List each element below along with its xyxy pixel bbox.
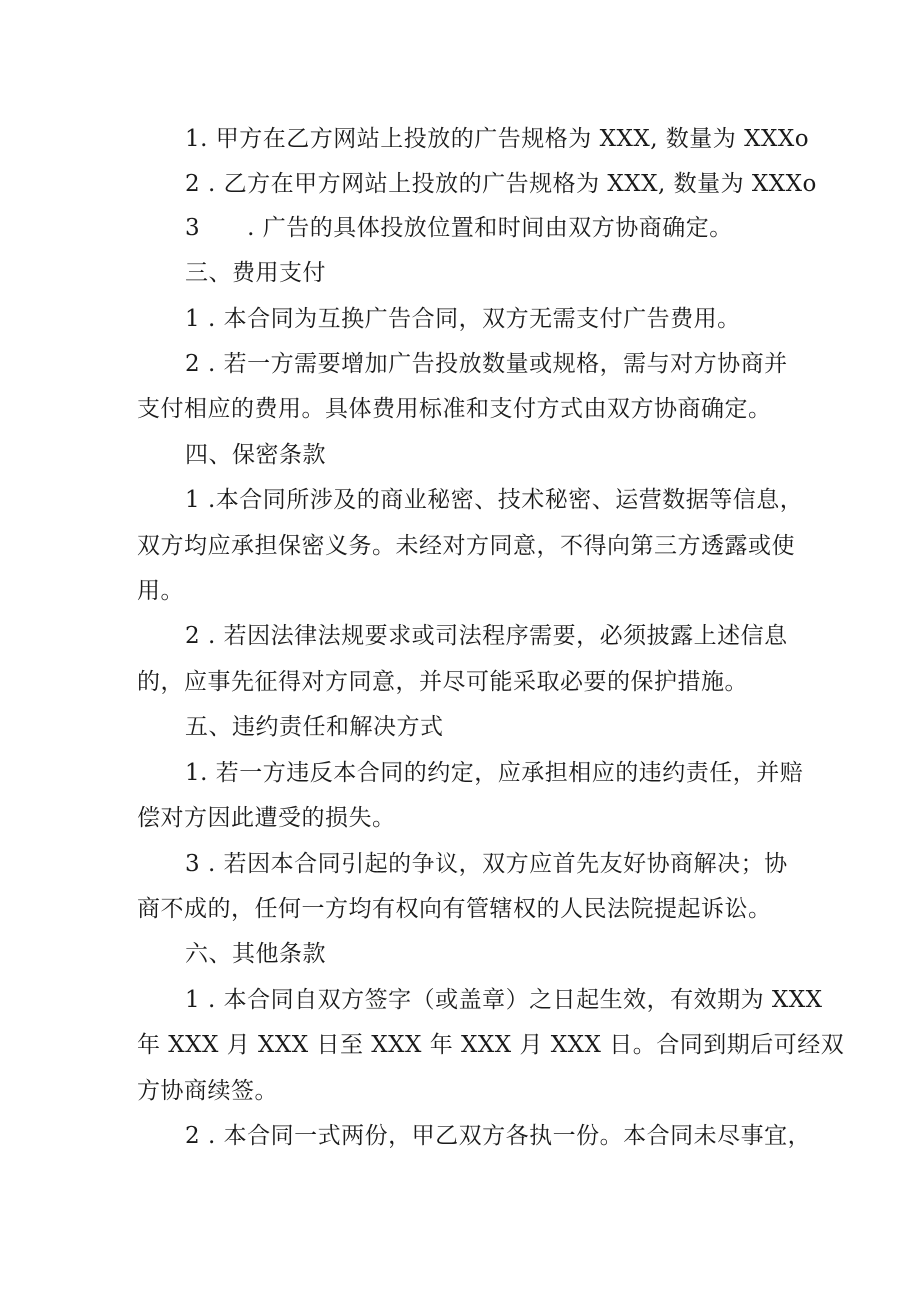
list-item: 2 . 本合同一式两份，甲乙双方各执一份。本合同未尽事宜， (185, 1123, 812, 1149)
list-item: 3 . 若因本合同引起的争议，双方应首先友好协商解决；协 (185, 851, 788, 877)
list-item: 1. 甲方在乙方网站上投放的广告规格为 XXX, 数量为 XXXo (185, 126, 810, 152)
paragraph-line: 商不成的，任何一方均有权向有管辖权的人民法院提起诉讼。 (137, 896, 772, 922)
list-item: 3 . 广告的具体投放位置和时间由双方协商确定。 (185, 215, 733, 241)
section-heading: 三、费用支付 (185, 260, 326, 286)
list-item: 1. 若一方违反本合同的约定，应承担相应的违约责任，并赔 (185, 760, 804, 786)
paragraph-line: 的，应事先征得对方同意，并尽可能采取必要的保护措施。 (137, 669, 748, 695)
paragraph-line: 年 XXX 月 XXX 日至 XXX 年 XXX 月 XXX 日。合同到期后可经双 (137, 1032, 845, 1058)
paragraph-line: 支付相应的费用。具体费用标准和支付方式由双方协商确定。 (137, 396, 772, 422)
list-item: 1 .本合同所涉及的商业秘密、技术秘密、运营数据等信息， (185, 487, 804, 513)
list-item: 2 . 若因法律法规要求或司法程序需要，必须披露上述信息 (185, 623, 788, 649)
paragraph-line: 双方均应承担保密义务。未经对方同意，不得向第三方透露或使 (137, 533, 795, 559)
paragraph-line: 用。 (137, 578, 184, 604)
section-heading: 四、保密条款 (185, 442, 326, 468)
paragraph-line: 方协商续签。 (137, 1078, 278, 1104)
list-item: 1 . 本合同自双方签字（或盖章）之日起生效，有效期为 XXX (185, 987, 823, 1013)
list-item: 2 . 乙方在甲方网站上投放的广告规格为 XXX, 数量为 XXXo (185, 171, 817, 197)
section-heading: 五、违约责任和解决方式 (185, 714, 444, 740)
list-item: 2 . 若一方需要增加广告投放数量或规格，需与对方协商并 (185, 351, 788, 377)
paragraph-line: 偿对方因此遭受的损失。 (137, 805, 396, 831)
section-heading: 六、其他条款 (185, 941, 326, 967)
list-item: 1 . 本合同为互换广告合同，双方无需支付广告费用。 (185, 306, 741, 332)
